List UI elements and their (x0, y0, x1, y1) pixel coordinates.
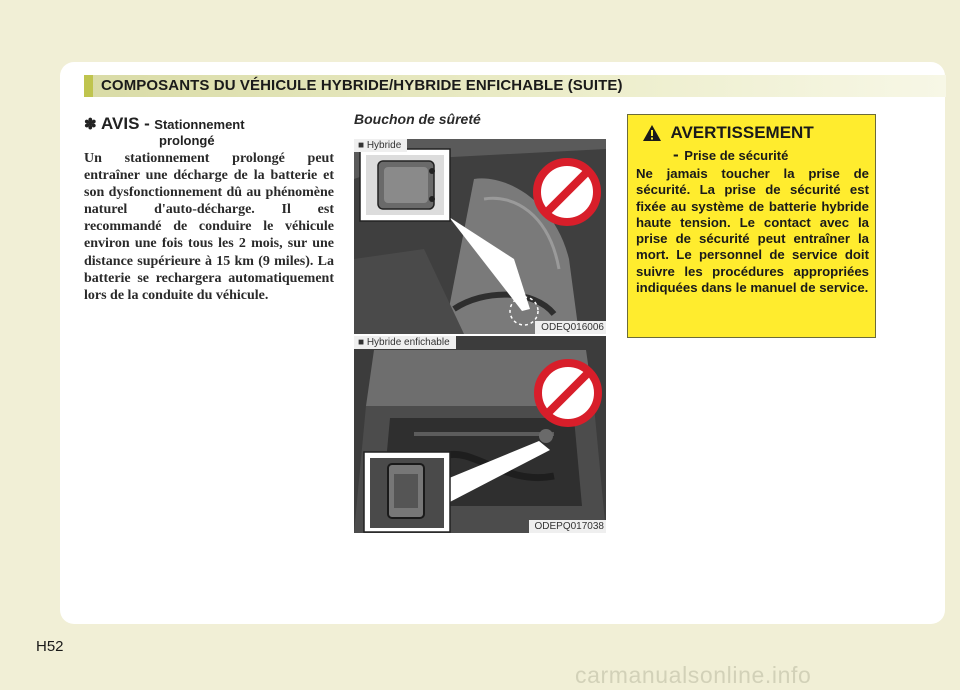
watermark: carmanualsonline.info (575, 662, 812, 688)
warning-subtitle (673, 145, 788, 165)
section-title: Bouchon de sûreté (354, 111, 481, 127)
page-number: H52 (36, 638, 64, 655)
figure-hybrid-illustration (354, 139, 606, 334)
warning-body: Ne jamais toucher la prise de sécurité. La prise de sécurité est fixée au système de batterie hybride haute tension. Le contact avec la prise de sécurité peut entraîner la mort. Le personnel de service doit suivre les procédures appropriées indiquées dans le manuel de service. (636, 166, 869, 296)
figure-plugin-hybrid-label: ■ Hybride enfichable (354, 336, 456, 349)
notice-symbol-icon: ✽ (84, 116, 97, 133)
notice-label: AVIS - (101, 114, 150, 133)
figure-hybrid (354, 139, 606, 334)
figure-hybrid-label: ■ Hybride (354, 139, 407, 152)
figure-plugin-hybrid (354, 336, 606, 533)
figure-plugin-hybrid-code: ODEPQ017038 (529, 520, 607, 533)
notice-body: Un stationnement prolongé peut entraîner une décharge de la batterie et son dysfonctionnement dû au phénomène naturel d'auto-décharge. Il est recommandé de conduire le véhicule environ une fois tous les 2 mois, sur une distance supérieure à 15 km (9 miles). La batterie se rechargera automatiquement lors de la conduite du véhicule. (84, 151, 334, 303)
warning-triangle-icon (642, 124, 662, 142)
warning-subtitle-dash: - (673, 145, 679, 164)
notice-title-line1: Stationnement (154, 117, 245, 132)
notice-title-line2: prolongé (159, 133, 215, 148)
warning-subtitle-text: Prise de sécurité (684, 148, 789, 163)
notice-title (84, 114, 324, 148)
figure-plugin-hybrid-illustration (354, 336, 606, 533)
warning-box (627, 114, 876, 338)
warning-heading (642, 123, 814, 143)
figure-hybrid-code: ODEQ016006 (535, 321, 606, 334)
warning-title: AVERTISSEMENT (670, 123, 814, 142)
section-header-accent (84, 75, 93, 97)
section-header-title: COMPOSANTS DU VÉHICULE HYBRIDE/HYBRIDE ENFICHABLE (SUITE) (101, 77, 623, 94)
